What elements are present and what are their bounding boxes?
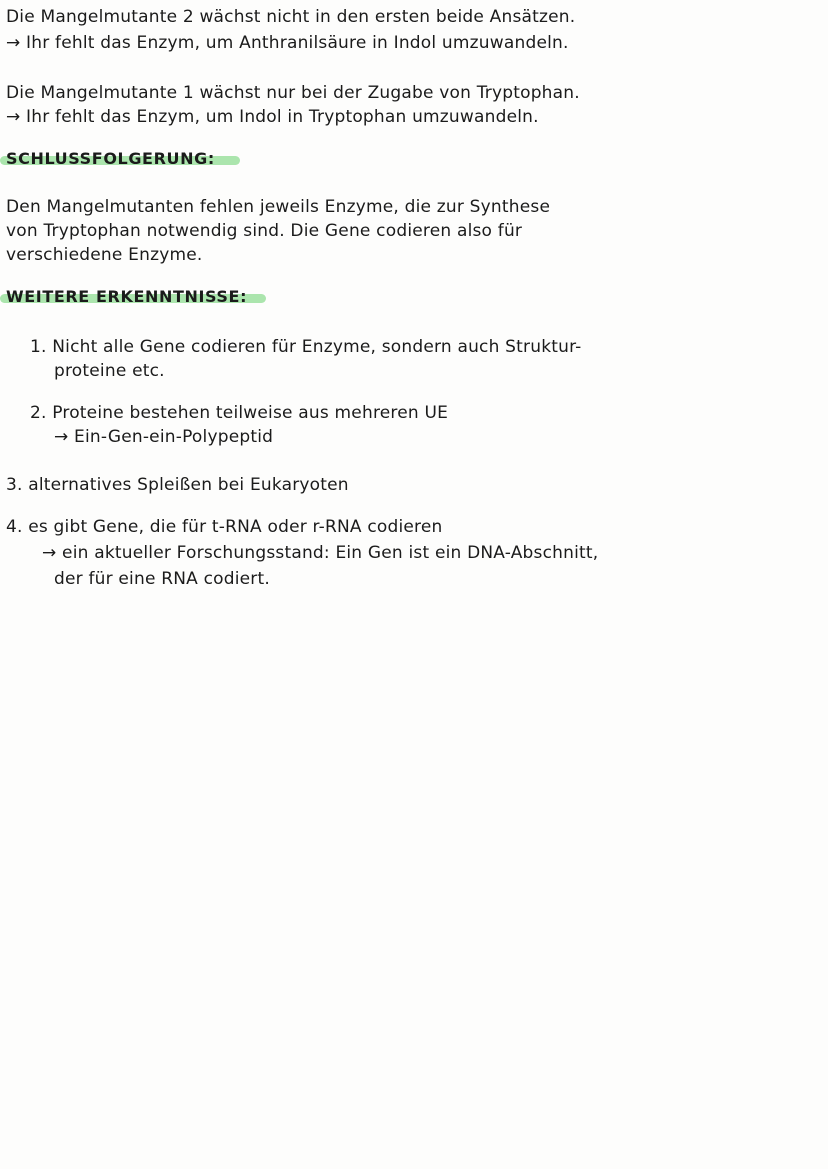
conclusion-heading: SCHLUSSFOLGERUNG:	[6, 149, 215, 168]
finding-item: 2. Proteine bestehen teilweise aus mehreren UE	[30, 403, 449, 423]
findings-heading: WEITERE ERKENNTNISSE:	[6, 287, 248, 306]
finding-item-continuation: proteine etc.	[54, 361, 165, 381]
finding-item: 4. es gibt Gene, die für t-RNA oder r-RNA codieren	[6, 517, 443, 537]
conclusion-line: von Tryptophan notwendig sind. Die Gene codieren also für	[6, 221, 523, 241]
finding-item-continuation: → ein aktueller Forschungsstand: Ein Gen ist ein DNA-Abschnitt,	[42, 543, 599, 563]
note-mutant-1: Die Mangelmutante 1 wächst nur bei der Zugabe von Tryptophan.	[6, 83, 580, 103]
finding-item: 1. Nicht alle Gene codieren für Enzyme, sondern auch Struktur-	[30, 337, 582, 357]
finding-item-continuation: der für eine RNA codiert.	[54, 569, 270, 589]
note-mutant-2: Die Mangelmutante 2 wächst nicht in den ersten beide Ansätzen.	[6, 7, 576, 27]
conclusion-line: verschiedene Enzyme.	[6, 245, 203, 265]
conclusion-line: Den Mangelmutanten fehlen jeweils Enzyme, die zur Synthese	[6, 197, 551, 217]
finding-item-continuation: → Ein-Gen-ein-Polypeptid	[54, 427, 274, 447]
finding-item: 3. alternatives Spleißen bei Eukaryoten	[6, 475, 349, 495]
note-mutant-1-conclusion: → Ihr fehlt das Enzym, um Indol in Tryptophan umzuwandeln.	[6, 107, 539, 127]
note-mutant-2-conclusion: → Ihr fehlt das Enzym, um Anthranilsäure in Indol umzuwandeln.	[6, 33, 569, 53]
